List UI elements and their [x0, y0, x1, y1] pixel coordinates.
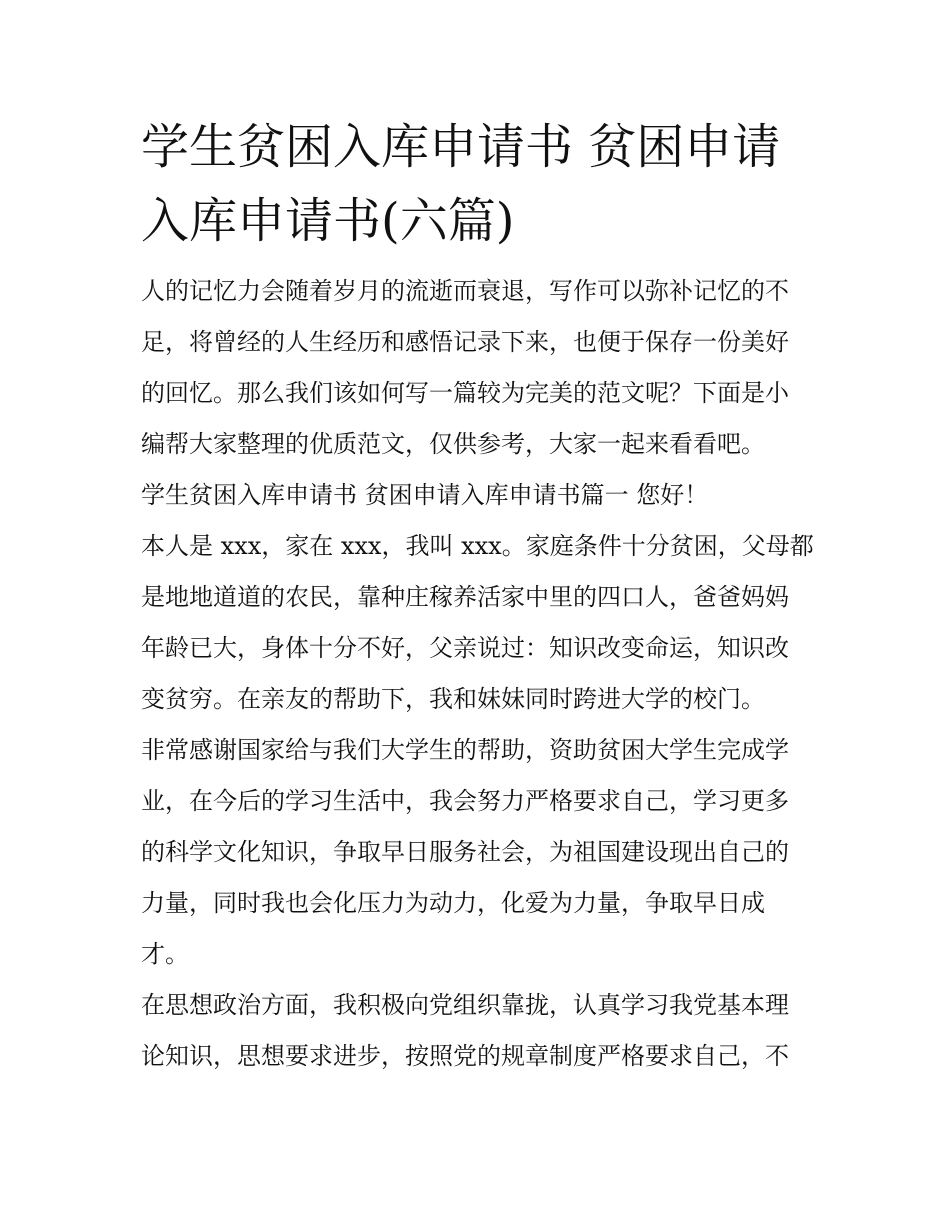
section-heading: [141, 470, 813, 521]
text-line: 学生贫困入库申请书 贫困申请入库申请书篇一 您好！: [141, 481, 709, 509]
body-paragraph-2: [141, 725, 813, 980]
text-line: 的回忆。那么我们该如何写一篇较为完美的范文呢？下面是小: [141, 379, 789, 407]
text-line: 本人是 xxx，家在 xxx，我叫 xxx。家庭条件十分贫困，父母都: [141, 532, 814, 560]
body-paragraph-3: [141, 980, 813, 1082]
intro-paragraph: [141, 266, 813, 470]
text-line: 力量，同时我也会化压力为动力，化爱为力量，争取早日成: [141, 889, 765, 917]
document-page: [141, 110, 813, 1082]
text-line: 非常感谢国家给与我们大学生的帮助，资助贫困大学生完成学: [141, 736, 789, 764]
text-line: 论知识，思想要求进步，按照党的规章制度严格要求自己，不: [141, 1042, 789, 1070]
text-line: 变贫穷。在亲友的帮助下，我和妹妹同时跨进大学的校门。: [141, 685, 765, 713]
body-paragraph-1: [141, 521, 813, 725]
document-title: [141, 110, 813, 258]
text-line: 是地地道道的农民，靠种庄稼养活家中里的四口人，爸爸妈妈: [141, 583, 789, 611]
text-line: 的科学文化知识，争取早日服务社会，为祖国建设现出自己的: [141, 838, 789, 866]
text-line: 在思想政治方面，我积极向党组织靠拢，认真学习我党基本理: [141, 991, 789, 1019]
title-line: 学生贫困入库申请书 贫困申请: [141, 119, 781, 175]
text-line: 年龄已大，身体十分不好，父亲说过：知识改变命运，知识改: [141, 634, 789, 662]
text-line: 才。: [141, 940, 189, 968]
text-line: 足，将曾经的人生经历和感悟记录下来，也便于保存一份美好: [141, 328, 789, 356]
text-line: 人的记忆力会随着岁月的流逝而衰退，写作可以弥补记忆的不: [141, 277, 789, 305]
text-line: 业，在今后的学习生活中，我会努力严格要求自己，学习更多: [141, 787, 789, 815]
document-body: [141, 266, 813, 1082]
text-line: 编帮大家整理的优质范文，仅供参考，大家一起来看看吧。: [141, 430, 765, 458]
title-line: 入库申请书(六篇): [141, 193, 515, 249]
